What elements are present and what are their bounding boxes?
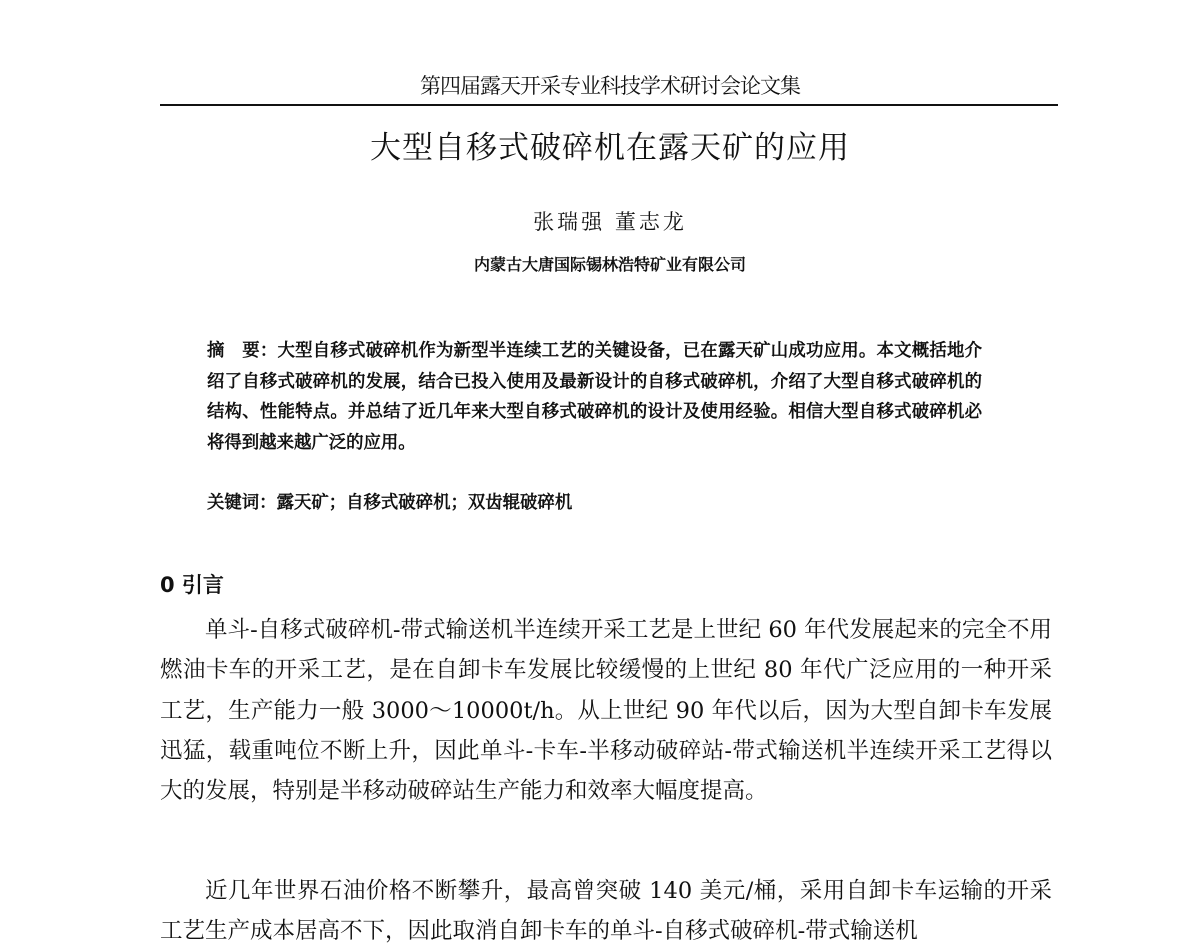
abstract: 摘 要：大型自移式破碎机作为新型半连续工艺的关键设备，已在露天矿山成功应用。本文概括地介绍了自移式破碎机的发展，结合已投入使用及最新设计的自移式破碎机，介绍了大型自移式破碎机的结构、性能特点。并总结了近几年来大型自移式破碎机的设计及使用经验。相信大型自移式破碎机必将得到越来越广泛的应用。 bbox=[207, 341, 982, 453]
body-paragraph: 近几年世界石油价格不断攀升，最高曾突破 140 美元/桶，采用自卸卡车运输的开采工艺生产成本居高不下，因此取消自卸卡车的单斗-自移式破碎机-带式输送机 bbox=[160, 878, 1052, 945]
header-rule bbox=[160, 104, 1058, 106]
affiliation: 内蒙古大唐国际锡林浩特矿业有限公司 bbox=[473, 255, 746, 274]
authors: 张瑞强 董志龙 bbox=[533, 210, 687, 234]
paper-title: 大型自移式破碎机在露天矿的应用 bbox=[370, 130, 850, 166]
section-heading: 0 引言 bbox=[160, 573, 224, 597]
body-paragraph: 单斗-自移式破碎机-带式输送机半连续开采工艺是上世纪 60 年代发展起来的完全不用燃油卡车的开采工艺，是在自卸卡车发展比较缓慢的上世纪 80 年代广泛应用的一种开采工艺，生产能力一般 3000～10000t/h。从上世纪 90 年代以后，因为大型自卸卡车发展迅猛，载重吨位不断上升，因此单斗-卡车-半移动破碎站-带式输送机半连续开采工艺得以大的发展，特别是半移动破碎站生产能力和效率大幅度提高。 bbox=[160, 617, 1052, 805]
running-header: 第四届露天开采专业科技学术研讨会论文集 bbox=[420, 74, 800, 98]
keywords: 关键词：露天矿；自移式破碎机；双齿辊破碎机 bbox=[207, 493, 573, 513]
